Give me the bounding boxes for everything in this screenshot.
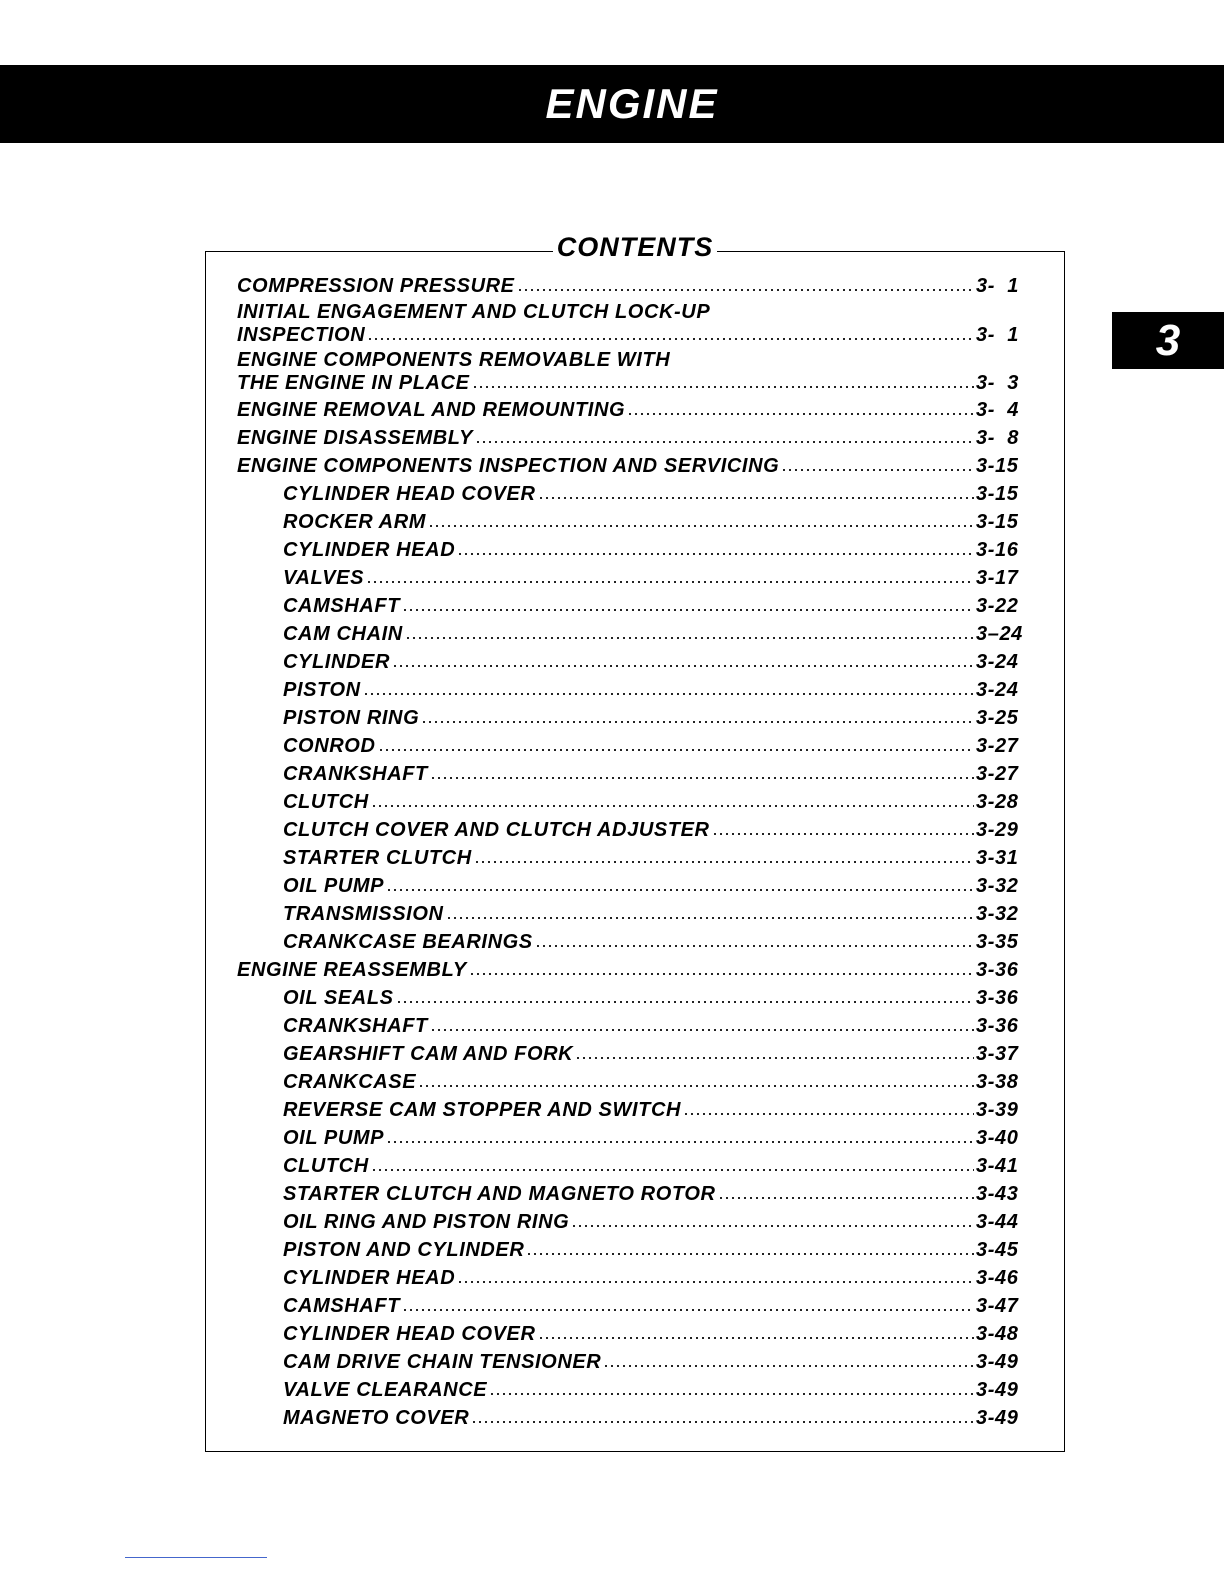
toc-entry-page: 3-48 xyxy=(976,1323,1019,1345)
toc-leader-dots xyxy=(517,287,974,293)
toc-entry[interactable] xyxy=(237,1040,1034,1068)
toc-leader-dots xyxy=(371,1167,974,1173)
contents-heading xyxy=(206,232,1064,263)
toc-leader-dots xyxy=(627,411,974,417)
toc-entry[interactable] xyxy=(237,1012,1034,1040)
toc-entry-page: 3- 8 xyxy=(976,427,1020,449)
chapter-number: 3 xyxy=(1155,315,1181,365)
toc-entry-page: 3-24 xyxy=(976,679,1019,701)
toc-entry-label: ENGINE REASSEMBLY xyxy=(237,959,467,981)
toc-entry-page: 3-46 xyxy=(976,1267,1019,1289)
toc-entry-page: 3-32 xyxy=(976,903,1019,925)
toc-leader-dots xyxy=(418,1083,974,1089)
toc-entry[interactable] xyxy=(237,676,1034,704)
toc-entry-label: INSPECTION xyxy=(237,324,366,346)
toc-entry[interactable] xyxy=(237,272,1034,300)
toc-entry-label: THE ENGINE IN PLACE xyxy=(237,372,470,394)
toc-entry-label: PISTON xyxy=(283,679,361,701)
toc-entry-page: 3-15 xyxy=(976,455,1019,477)
toc-entry-page: 3-31 xyxy=(976,847,1019,869)
toc-entry-page: 3-27 xyxy=(976,763,1019,785)
toc-entry-page: 3-28 xyxy=(976,791,1019,813)
toc-leader-dots xyxy=(535,943,974,949)
toc-leader-dots xyxy=(718,1195,974,1201)
toc-entry[interactable] xyxy=(237,816,1034,844)
toc-entry-page: 3-49 xyxy=(976,1379,1019,1401)
toc-entry[interactable] xyxy=(237,1348,1034,1376)
toc-entry[interactable] xyxy=(237,348,1034,396)
toc-entry-label: ENGINE DISASSEMBLY xyxy=(237,427,474,449)
toc-leader-dots xyxy=(371,803,974,809)
toc-entry-label: ROCKER ARM xyxy=(283,511,427,533)
toc-entry-label: CYLINDER xyxy=(283,651,391,673)
toc-leader-dots xyxy=(603,1363,974,1369)
toc-leader-dots xyxy=(386,1139,974,1145)
toc-entry-page: 3-15 xyxy=(976,511,1019,533)
toc-entry-page: 3-37 xyxy=(976,1043,1019,1065)
toc-leader-dots xyxy=(571,1223,974,1229)
toc-entry-page: 3-36 xyxy=(976,1015,1019,1037)
toc-entry-label: VALVE CLEARANCE xyxy=(283,1379,488,1401)
toc-entry[interactable] xyxy=(237,1096,1034,1124)
toc-entry[interactable] xyxy=(237,564,1034,592)
toc-entry-label: VALVES xyxy=(283,567,365,589)
toc-leader-dots xyxy=(538,495,974,501)
toc-entry-label: OIL RING AND PISTON RING xyxy=(283,1211,570,1233)
toc-leader-dots xyxy=(386,887,974,893)
toc-entry-label: ENGINE COMPONENTS INSPECTION AND SERVICING xyxy=(237,455,780,477)
toc-entry-page: 3-17 xyxy=(976,567,1019,589)
toc-entry[interactable] xyxy=(237,480,1034,508)
toc-leader-dots xyxy=(421,719,974,725)
toc-leader-dots xyxy=(405,635,974,641)
toc-entry-page: 3-32 xyxy=(976,875,1019,897)
toc-entry[interactable] xyxy=(237,1292,1034,1320)
toc-leader-dots xyxy=(474,859,974,865)
toc-entry-page: 3-27 xyxy=(976,735,1019,757)
toc-entry-page: 3-44 xyxy=(976,1211,1019,1233)
toc-leader-dots xyxy=(471,1419,974,1425)
toc-leader-dots xyxy=(396,999,974,1005)
toc-entry[interactable] xyxy=(237,396,1034,424)
toc-entry[interactable] xyxy=(237,1124,1034,1152)
toc-entry-label: ENGINE REMOVAL AND REMOUNTING xyxy=(237,399,626,421)
toc-entry[interactable] xyxy=(237,704,1034,732)
toc-entry[interactable] xyxy=(237,788,1034,816)
toc-entry[interactable] xyxy=(237,956,1034,984)
toc-entry-page: 3-45 xyxy=(976,1239,1019,1261)
toc-leader-dots xyxy=(402,607,974,613)
toc-entry-label: CLUTCH xyxy=(283,791,369,813)
toc-leader-dots xyxy=(428,523,974,529)
toc-entry-page: 3-36 xyxy=(976,987,1019,1009)
toc-leader-dots xyxy=(683,1111,974,1117)
toc-entry[interactable] xyxy=(237,1180,1034,1208)
toc-entry-label: CRANKSHAFT xyxy=(283,763,428,785)
toc-entry-label-line1: INITIAL ENGAGEMENT AND CLUTCH LOCK-UP xyxy=(237,301,711,323)
toc-entry[interactable] xyxy=(237,1404,1034,1432)
toc-entry-label: CAM DRIVE CHAIN TENSIONER xyxy=(283,1351,602,1373)
toc-leader-dots xyxy=(472,384,974,390)
footer-link-line xyxy=(125,1557,267,1558)
toc-entry[interactable] xyxy=(237,872,1034,900)
toc-entry-label: CRANKCASE BEARINGS xyxy=(283,931,533,953)
toc-list xyxy=(237,272,1034,1432)
toc-entry-page: 3–24 xyxy=(976,623,1023,645)
toc-entry-label: CYLINDER HEAD COVER xyxy=(283,1323,536,1345)
toc-entry-page: 3-40 xyxy=(976,1127,1019,1149)
toc-entry[interactable] xyxy=(237,1320,1034,1348)
toc-entry-label: MAGNETO COVER xyxy=(283,1407,470,1429)
contents-title: CONTENTS xyxy=(553,232,718,262)
toc-leader-dots xyxy=(475,439,974,445)
toc-entry-page: 3- 1 xyxy=(976,275,1020,297)
toc-entry[interactable] xyxy=(237,928,1034,956)
toc-entry-label: OIL PUMP xyxy=(283,1127,385,1149)
toc-entry-label: CONROD xyxy=(283,735,376,757)
toc-entry-page: 3-16 xyxy=(976,539,1019,561)
toc-entry[interactable] xyxy=(237,1068,1034,1096)
contents-box xyxy=(205,232,1065,1452)
toc-entry-label: CRANKCASE xyxy=(283,1071,417,1093)
toc-leader-dots xyxy=(363,691,974,697)
toc-entry-label: CLUTCH COVER AND CLUTCH ADJUSTER xyxy=(283,819,710,841)
toc-entry-page: 3-24 xyxy=(976,651,1019,673)
toc-entry-page: 3-41 xyxy=(976,1155,1019,1177)
toc-entry[interactable] xyxy=(237,300,1034,348)
toc-entry-label: OIL SEALS xyxy=(283,987,394,1009)
toc-leader-dots xyxy=(469,971,974,977)
toc-entry-page: 3-38 xyxy=(976,1071,1019,1093)
toc-entry[interactable] xyxy=(237,1376,1034,1404)
toc-entry-page: 3- 1 xyxy=(976,324,1020,346)
toc-entry[interactable] xyxy=(237,900,1034,928)
toc-leader-dots xyxy=(402,1307,974,1313)
toc-entry[interactable] xyxy=(237,732,1034,760)
toc-entry-page: 3-35 xyxy=(976,931,1019,953)
toc-entry-label: CAMSHAFT xyxy=(283,1295,401,1317)
page-title: ENGINE xyxy=(545,80,719,127)
toc-entry-page: 3-43 xyxy=(976,1183,1019,1205)
toc-entry[interactable] xyxy=(237,452,1034,480)
toc-entry[interactable] xyxy=(237,620,1034,648)
toc-entry[interactable] xyxy=(237,1152,1034,1180)
toc-entry-label: OIL PUMP xyxy=(283,875,385,897)
toc-entry-label: CAM CHAIN xyxy=(283,623,403,645)
toc-entry-label: CLUTCH xyxy=(283,1155,369,1177)
toc-entry[interactable] xyxy=(237,1236,1034,1264)
toc-entry-page: 3-25 xyxy=(976,707,1019,729)
toc-leader-dots xyxy=(430,1027,974,1033)
chapter-tab[interactable] xyxy=(1112,312,1224,369)
toc-entry-label: CRANKSHAFT xyxy=(283,1015,428,1037)
toc-entry-label: CAMSHAFT xyxy=(283,595,401,617)
toc-entry-label: STARTER CLUTCH xyxy=(283,847,472,869)
toc-entry-label: TRANSMISSION xyxy=(283,903,444,925)
toc-entry[interactable] xyxy=(237,508,1034,536)
toc-leader-dots xyxy=(457,1279,974,1285)
toc-entry[interactable] xyxy=(237,592,1034,620)
toc-leader-dots xyxy=(489,1391,974,1397)
toc-entry[interactable] xyxy=(237,536,1034,564)
toc-leader-dots xyxy=(430,775,974,781)
toc-leader-dots xyxy=(575,1055,974,1061)
toc-entry-page: 3-22 xyxy=(976,595,1019,617)
toc-entry-page: 3- 4 xyxy=(976,399,1020,421)
toc-entry-label-line1: ENGINE COMPONENTS REMOVABLE WITH xyxy=(237,349,671,371)
toc-entry[interactable] xyxy=(237,1208,1034,1236)
toc-entry-page: 3-49 xyxy=(976,1407,1019,1429)
toc-leader-dots xyxy=(457,551,974,557)
toc-leader-dots xyxy=(378,747,975,753)
toc-entry[interactable] xyxy=(237,760,1034,788)
toc-leader-dots xyxy=(781,467,974,473)
toc-entry-page: 3-15 xyxy=(976,483,1019,505)
toc-entry[interactable] xyxy=(237,424,1034,452)
toc-leader-dots xyxy=(366,579,974,585)
toc-entry-label: PISTON RING xyxy=(283,707,420,729)
toc-entry-label: CYLINDER HEAD xyxy=(283,1267,456,1289)
toc-entry-label: REVERSE CAM STOPPER AND SWITCH xyxy=(283,1099,682,1121)
toc-entry[interactable] xyxy=(237,984,1034,1012)
toc-entry[interactable] xyxy=(237,844,1034,872)
toc-entry-label: CYLINDER HEAD xyxy=(283,539,456,561)
toc-entry-label: PISTON AND CYLINDER xyxy=(283,1239,525,1261)
toc-entry[interactable] xyxy=(237,1264,1034,1292)
toc-entry[interactable] xyxy=(237,648,1034,676)
header-bar xyxy=(0,65,1224,143)
toc-leader-dots xyxy=(392,663,974,669)
toc-leader-dots xyxy=(526,1251,974,1257)
toc-entry-label: CYLINDER HEAD COVER xyxy=(283,483,536,505)
toc-leader-dots xyxy=(712,831,974,837)
toc-entry-page: 3-29 xyxy=(976,819,1019,841)
toc-entry-page: 3-36 xyxy=(976,959,1019,981)
toc-entry-page: 3- 3 xyxy=(976,372,1020,394)
toc-entry-page: 3-47 xyxy=(976,1295,1019,1317)
toc-leader-dots xyxy=(446,915,974,921)
toc-entry-page: 3-39 xyxy=(976,1099,1019,1121)
toc-entry-label: GEARSHIFT CAM AND FORK xyxy=(283,1043,574,1065)
toc-leader-dots xyxy=(538,1335,974,1341)
toc-entry-label: COMPRESSION PRESSURE xyxy=(237,275,515,297)
toc-leader-dots xyxy=(367,336,974,342)
toc-entry-label: STARTER CLUTCH AND MAGNETO ROTOR xyxy=(283,1183,716,1205)
toc-entry-page: 3-49 xyxy=(976,1351,1019,1373)
